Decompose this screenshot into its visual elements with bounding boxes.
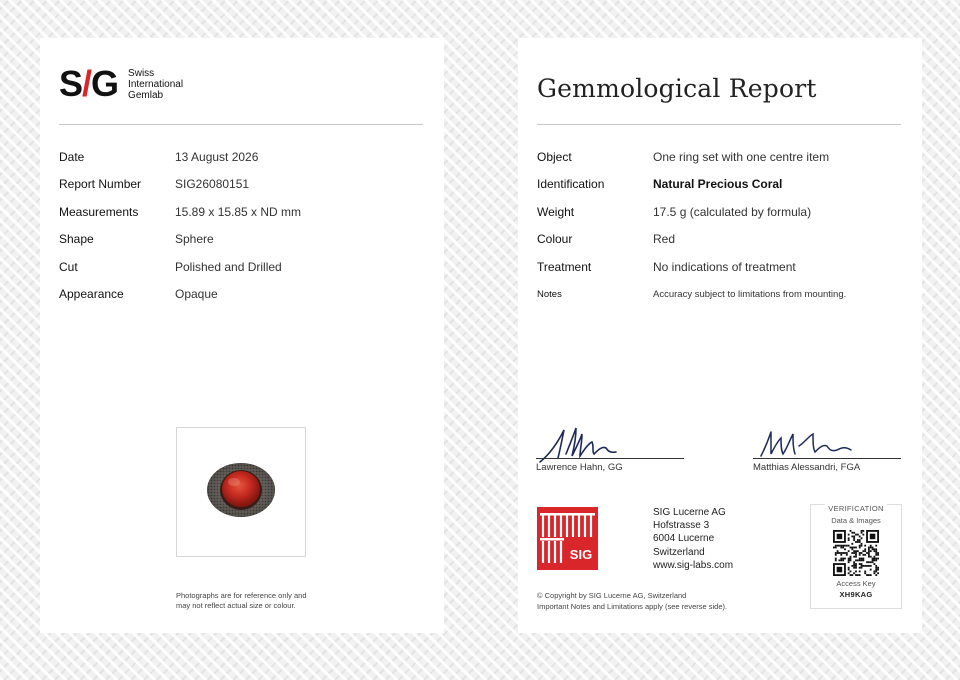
field-weight bbox=[537, 205, 907, 232]
copyright-notice bbox=[537, 591, 797, 612]
address-company: SIG Lucerne AG bbox=[653, 507, 726, 518]
signature-line bbox=[753, 458, 901, 459]
signature-line bbox=[536, 458, 684, 459]
field-label: Treatment bbox=[537, 259, 592, 274]
access-key-value: XH9KAG bbox=[839, 590, 873, 599]
logo-line-2: International bbox=[128, 78, 184, 90]
verification-title-text: VERIFICATION bbox=[825, 504, 887, 513]
sig-logo-wordmark bbox=[128, 68, 183, 101]
field-label: Identification bbox=[537, 177, 605, 192]
photo-note-line-2: may not reflect actual size or colour. bbox=[176, 601, 296, 610]
field-label: Object bbox=[537, 150, 572, 164]
field-report-number bbox=[59, 177, 429, 204]
details-list-left bbox=[59, 150, 429, 314]
field-value: Polished and Drilled bbox=[175, 259, 282, 274]
copyright-line-1: © Copyright by SIG Lucerne AG, Switzerland bbox=[537, 591, 687, 600]
access-key-label: Access Key bbox=[836, 579, 876, 588]
signatory-name: Lawrence Hahn, GG bbox=[536, 462, 623, 473]
address-country: Switzerland bbox=[653, 546, 705, 558]
lab-address bbox=[653, 506, 733, 572]
field-label: Colour bbox=[537, 232, 573, 247]
photo-disclaimer bbox=[176, 591, 336, 611]
field-value: SIG26080151 bbox=[175, 177, 250, 192]
report-left-page bbox=[40, 38, 444, 633]
field-label: Measurements bbox=[59, 204, 139, 219]
qr-code-icon[interactable] bbox=[833, 530, 879, 576]
field-value: Opaque bbox=[175, 286, 218, 301]
field-value: 15.89 x 15.85 x ND mm bbox=[175, 204, 302, 219]
field-label: Appearance bbox=[59, 286, 124, 301]
header-divider bbox=[537, 124, 901, 125]
verification-box[interactable] bbox=[810, 504, 902, 609]
field-label: Cut bbox=[59, 259, 78, 274]
ring-photo bbox=[176, 427, 306, 557]
sig-lab-logo bbox=[537, 507, 598, 570]
field-value: One ring set with one centre item bbox=[653, 150, 830, 164]
sig-logo bbox=[59, 63, 184, 104]
field-value: Natural Precious Coral bbox=[653, 177, 783, 192]
field-shape bbox=[59, 232, 429, 259]
photo-note-line-1: Photographs are for reference only and bbox=[176, 591, 307, 600]
field-value: Accuracy subject to limitations from mounting. bbox=[653, 288, 847, 300]
header-divider bbox=[59, 124, 423, 125]
field-label: Date bbox=[59, 150, 85, 164]
field-label: Report Number bbox=[59, 177, 142, 192]
field-colour bbox=[537, 232, 907, 259]
field-object bbox=[537, 150, 907, 177]
verification-subtitle: Data & Images bbox=[831, 516, 881, 525]
address-city: 6004 Lucerne bbox=[653, 533, 715, 545]
field-measurements bbox=[59, 205, 429, 232]
sig-logo-mark: S/G bbox=[59, 63, 119, 104]
signatory-name: Matthias Alessandri, FGA bbox=[753, 462, 861, 473]
field-value: 13 August 2026 bbox=[175, 150, 259, 164]
lab-logo-text: SIG bbox=[569, 547, 593, 562]
field-cut bbox=[59, 260, 429, 287]
field-date bbox=[59, 150, 429, 177]
field-value: Red bbox=[653, 232, 676, 247]
field-value: Sphere bbox=[175, 232, 214, 247]
report-title: Gemmological Report bbox=[537, 74, 817, 103]
field-value: No indications of treatment bbox=[653, 259, 796, 274]
address-street: Hofstrasse 3 bbox=[653, 520, 710, 532]
verification-title bbox=[811, 504, 901, 513]
field-label: Notes bbox=[537, 288, 562, 300]
field-appearance bbox=[59, 287, 429, 314]
field-treatment bbox=[537, 260, 907, 287]
address-website: www.sig-labs.com bbox=[653, 559, 734, 571]
logo-line-3: Gemlab bbox=[128, 89, 164, 101]
copyright-line-2: Important Notes and Limitations apply (see reverse side). bbox=[537, 601, 728, 611]
field-notes bbox=[537, 287, 907, 314]
field-label: Weight bbox=[537, 204, 575, 219]
logo-line-1: Swiss bbox=[128, 67, 155, 79]
field-value: 17.5 g (calculated by formula) bbox=[653, 204, 812, 219]
report-right-page bbox=[518, 38, 922, 633]
details-list-right bbox=[537, 150, 907, 314]
field-identification bbox=[537, 177, 907, 204]
field-label: Shape bbox=[59, 232, 94, 247]
